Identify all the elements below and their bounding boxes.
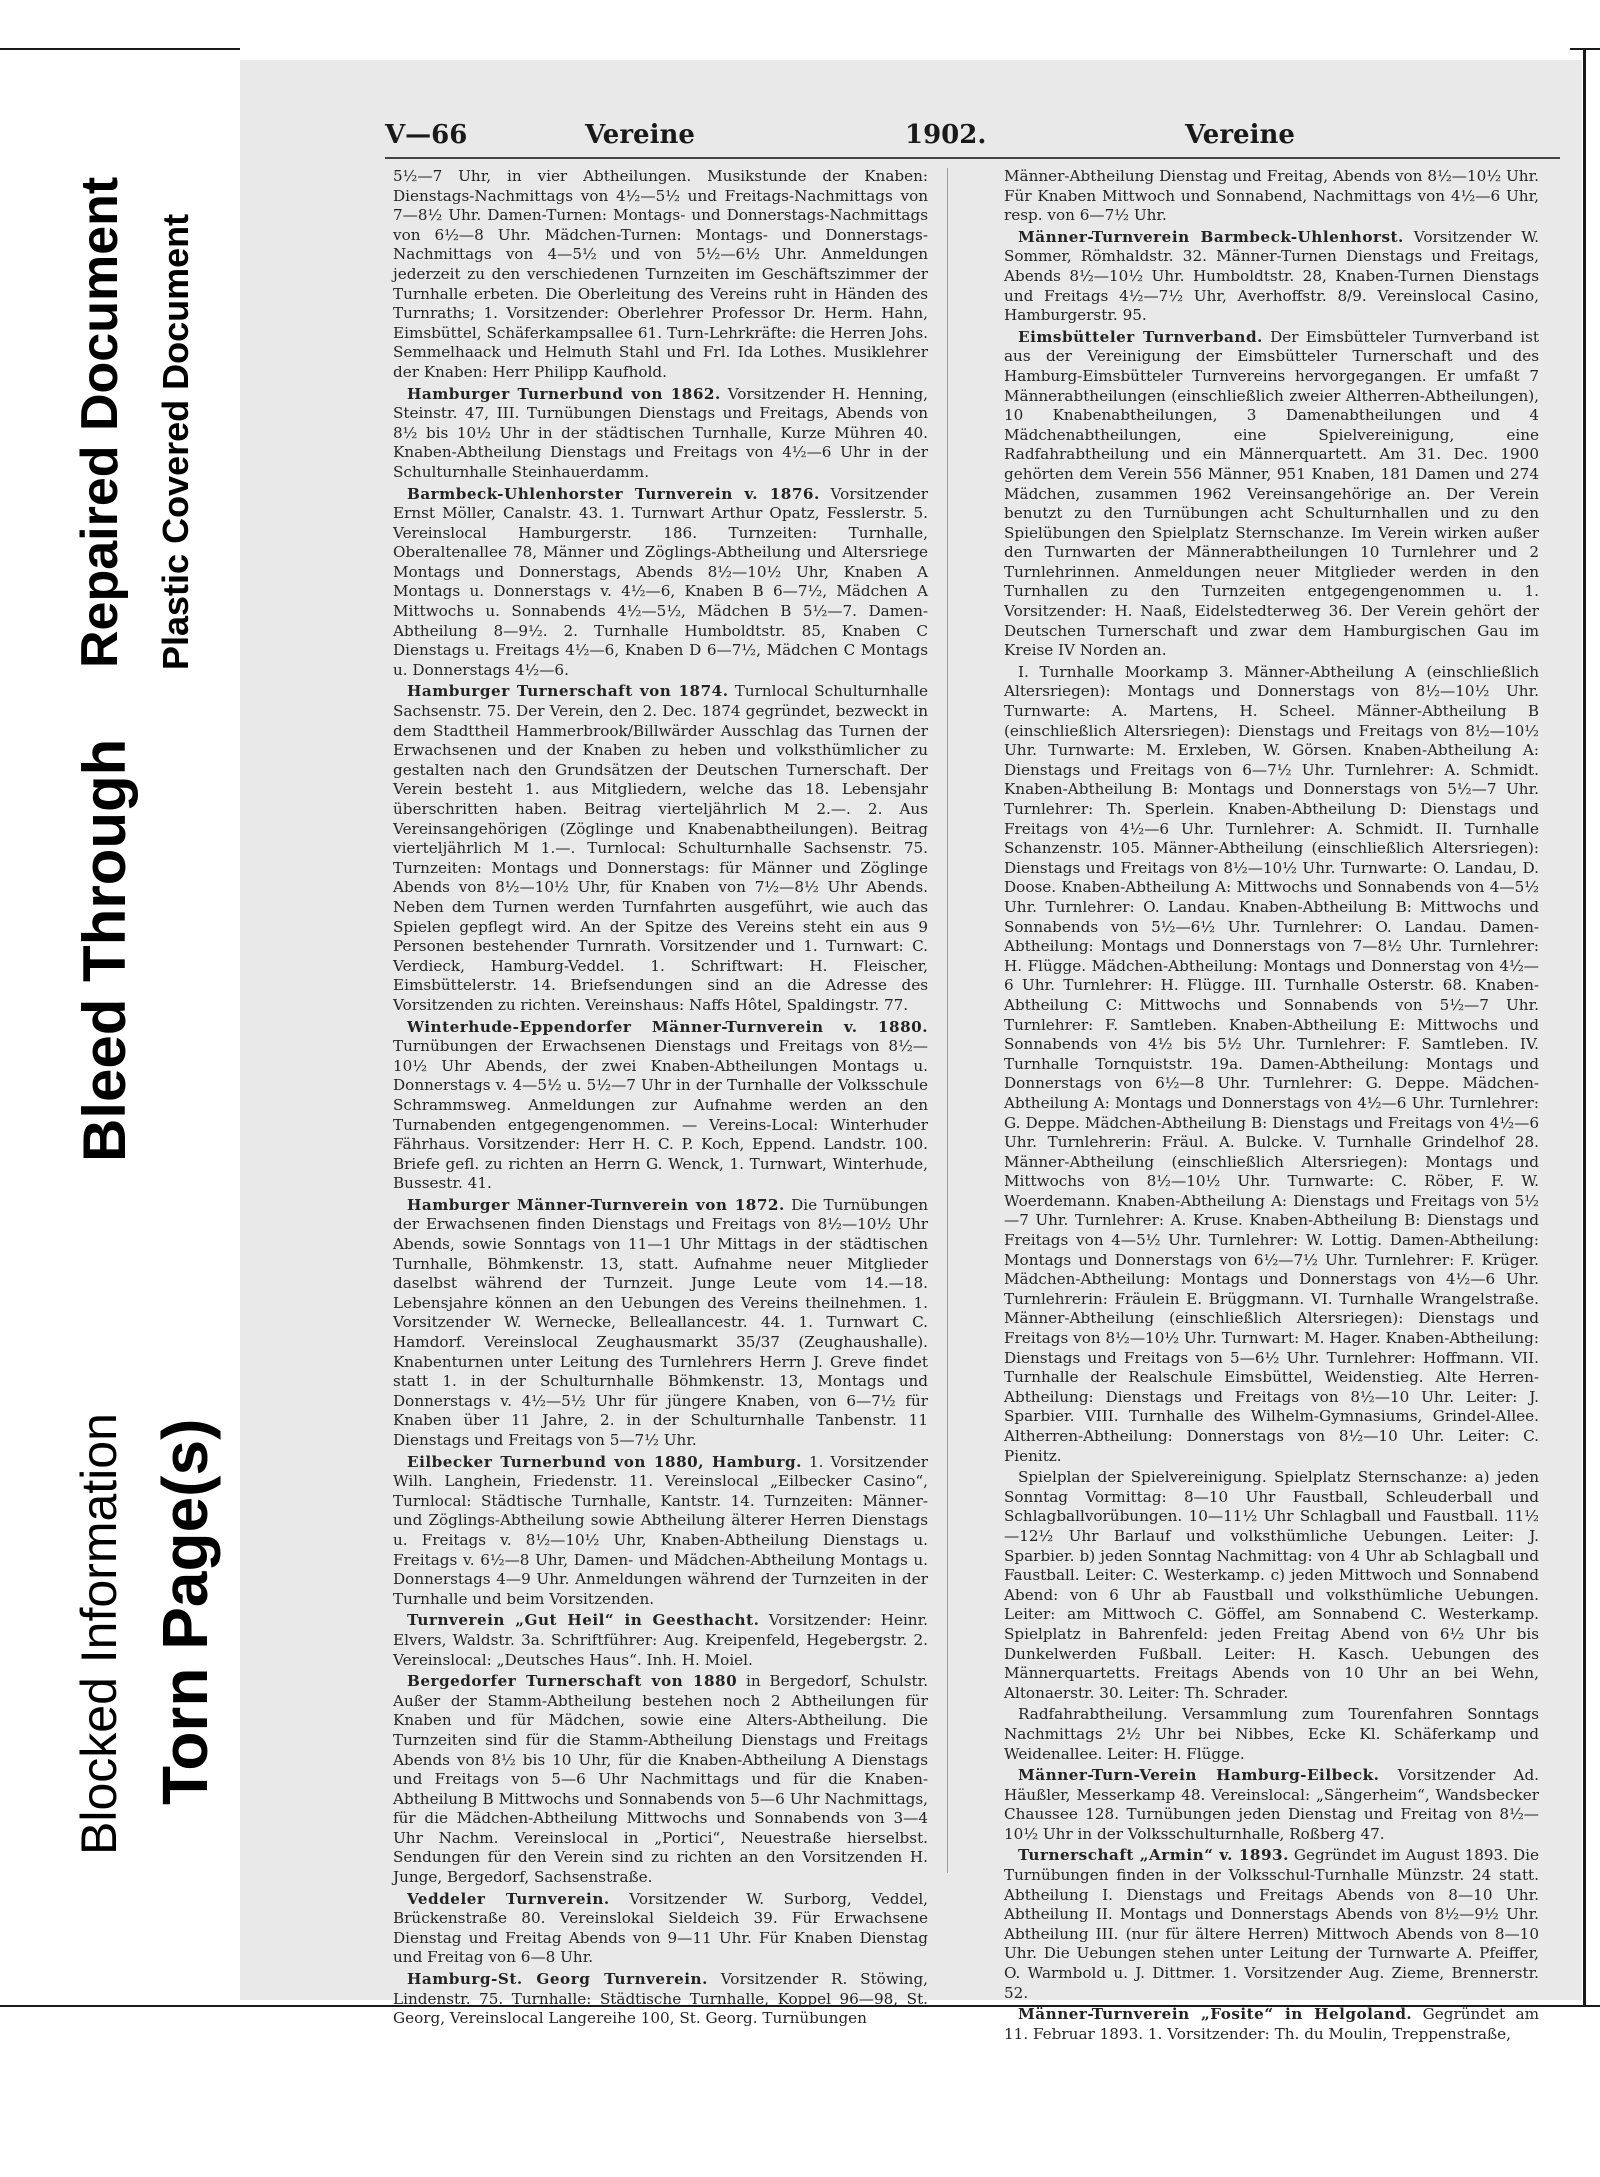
club-entry xyxy=(393,1196,928,1451)
club-entry xyxy=(1004,328,1539,661)
club-details: Vorsitzender Ad. Häußler, Messerkamp 48. Vereinslocal: „Sängerheim“, Wandsbecker Chaussee 128. Turnübungen jeden Dienstag und Freitag von 8½—10½ Uhr in der Volksschulturnhalle, Roßberg 47. xyxy=(1004,1766,1539,1843)
page-number: V—66 xyxy=(385,120,468,150)
club-entry xyxy=(393,485,928,681)
club-details: Radfahrabtheilung. Versammlung zum Tourenfahren Sonntags Nachmittags 2½ Uhr bei Nibbes, Ecke Kl. Schäferkamp und Weidenallee. Leiter: H. Flügge. xyxy=(1004,1705,1539,1763)
club-name: Bergedorfer Turnerschaft von 1880 xyxy=(407,1672,738,1691)
club-entry xyxy=(393,1611,928,1670)
club-entry xyxy=(1004,1846,1539,2003)
club-details: Turnübungen der Erwachsenen Dienstags und Freitags von 8½—10½ Uhr Abends, der zwei Knaben-Abtheilungen Montags u. Donnerstags v. 4—5½ u. 5½—7 Uhr in der Turnhalle der Volksschule Schrammsweg. Anmeldungen zur Aufnahme werden an den Turnabenden entgegengenommen. — Vereins-Local: Winterhuder Fährhaus. Vorsitzender: Herr H. C. P. Koch, Eppend. Landstr. 100. Briefe gefl. zu richten an Herrn G. Wenck, 1. Turnwart, Winterhude, Bussestr. 41. xyxy=(393,1037,928,1193)
club-details: Vorsitzender: Heinr. Elvers, Waldstr. 3a. Schriftführer: Aug. Kreipenfeld, Hegebergstr. 2. Vereinslocal: „Deutsches Haus“. Inh. H. Moiel. xyxy=(393,1611,928,1669)
torn-pages-label: Torn Page(s) xyxy=(149,1418,221,1805)
club-entry xyxy=(1004,2005,1539,2044)
club-name: Turnverein „Gut Heil“ in Geesthacht. xyxy=(407,1611,760,1630)
club-details: Männer-Abtheilung Dienstag und Freitag, Abends von 8½—10½ Uhr. Für Knaben Mittwoch und Sonnabend, Nachmittags von 4½—6 Uhr, resp. von 6—7½ Uhr. xyxy=(1004,167,1539,225)
blocked-information-label: Blocked Information xyxy=(71,1413,127,1855)
club-details: Gegründet am 11. Februar 1893. 1. Vorsitzender: Th. du Moulin, Treppenstraße, xyxy=(1004,2005,1540,2043)
club-name: Männer-Turnverein Barmbeck-Uhlenhorst. xyxy=(1018,227,1404,246)
header-rule xyxy=(385,157,1560,159)
club-name: Hamburger Männer-Turnverein von 1872. xyxy=(407,1195,785,1214)
section-title-right: Vereine xyxy=(1185,120,1295,150)
column-divider xyxy=(947,168,948,1873)
club-entry xyxy=(1004,228,1539,326)
club-details: 1. Vorsitzender Wilh. Langhein, Friedenstr. 11. Vereinslocal „Eilbecker Casino“, Turnlocal: Städtische Turnhalle, Kantstr. 14. Turnzeiten: Männer- und Zöglings-Abtheilung sowie Abtheilung älterer Herren Dienstags u. Freitags v. 8½—10½ Uhr, Knaben-Abtheilung Dienstags u. Freitags v. 6½—8 Uhr, Damen- und Mädchen-Abtheilung Montags u. Donnerstags 4—9 Uhr. Anmeldungen während der Turnzeiten in der Turnhalle und beim Vorsitzenden. xyxy=(393,1452,928,1608)
club-entry xyxy=(1004,1766,1539,1844)
running-header xyxy=(385,120,1565,160)
club-entry xyxy=(393,1970,928,2029)
frame-top-line xyxy=(0,48,240,50)
club-entry xyxy=(393,1453,928,1610)
club-name: Hamburger Turnerbund von 1862. xyxy=(407,384,721,403)
club-name: Eimsbütteler Turnverband. xyxy=(1018,327,1263,346)
club-name: Eilbecker Turnerbund von 1880, Hamburg. xyxy=(407,1452,802,1471)
right-column xyxy=(1004,165,1539,2044)
club-details: in Bergedorf, Schulstr. Außer der Stamm-Abtheilung bestehen noch 2 Abtheilungen für Knaben und für Mädchen, sowie eine Alters-Abtheilung. Die Turnzeiten sind für die Stamm-Abtheilung Dienstags und Freitags Abends von 8½ bis 10 Uhr, für die Knaben-Abtheilung A Dienstags und Freitags von 5—6 Uhr Nachmittags und für die Knaben-Abtheilung B Mittwochs und Sonnabends von 5—6 Uhr Nachmittags, für die Mädchen-Abtheilung Mittwochs und Sonnabends von 3—4 Uhr Nachm. Vereinslocal in „Portici“, Neuestraße hierselbst. Sendungen für den Verein sind zu richten an den Vorsitzenden H. Junge, Bergedorf, Sachsenstraße. xyxy=(393,1672,929,1887)
club-entry xyxy=(1004,1705,1539,1764)
club-details: Vorsitzender R. Stöwing, Lindenstr. 75. Turnhalle: Städtische Turnhalle, Koppel 96—98, St. Georg, Vereinslocal Langereihe 100, St. Georg. Turnübungen xyxy=(393,1970,929,2028)
club-details: Gegründet im August 1893. Die Turnübungen finden in der Volksschul-Turnhalle Münzstr. 24 statt. Abtheilung I. Dienstags und Freitags Abends von 8—10 Uhr. Abtheilung II. Montags und Donnerstags Abends von 8½—9½ Uhr. Abtheilung III. (nur für ältere Herren) Mittwoch Abends von 8—10 Uhr. Die Uebungen stehen unter Leitung der Turnwarte A. Pfeiffer, O. Warmbold u. J. Dittmer. 1. Vorsitzender Aug. Zieme, Brennerstr. 52. xyxy=(1004,1846,1540,2002)
club-details: Vorsitzender W. Surborg, Veddel, Brückenstraße 80. Vereinslokal Sieldeich 39. Für Erwachsene Dienstag und Freitag Abends von 9—11 Uhr. Für Knaben Dienstag und Freitag von 6—8 Uhr. xyxy=(393,1889,929,1967)
club-details: Vorsitzender Ernst Möller, Canalstr. 43. 1. Turnwart Arthur Opatz, Fesslerstr. 5. Vereinslocal Hamburgerstr. 186. Turnzeiten: Turnhalle, Oberaltenallee 78, Männer und Zöglings-Abtheilung und Altersriege Montags und Donnerstags, Abends 8½—10½ Uhr, Knaben A Montags u. Donnerstags v. 4½—6, Knaben B 6—7½, Mädchen A Mittwochs u. Sonnabends 4½—5½, Mädchen B 5½—7. Damen-Abtheilung 8—9½. 2. Turnhalle Humboldtstr. 85, Knaben C Dienstags u. Freitags 4½—6, Knaben D 6—7½, Mädchen C Montags u. Donnerstags 4½—6. xyxy=(393,484,928,679)
plastic-covered-label: Plastic Covered Document xyxy=(155,213,196,670)
club-entry xyxy=(1004,1468,1539,1703)
left-column xyxy=(393,165,928,2029)
club-details: Turnlocal Schulturnhalle Sachsenstr. 75. Der Verein, den 2. Dec. 1874 gegründet, bezweckt in dem Stadttheil Hammerbrook/Billwärder Ausschlag das Turnen der Erwachsenen und der Knaben zu heben und volksthümlicher zu gestalten nach den Grundsätzen der Deutschen Turnerschaft. Der Verein besteht 1. aus Mitgliedern, welche das 18. Lebensjahr überschritten haben. Beitrag vierteljährlich M 2.—. 2. Aus Vereinsangehörigen (Zöglinge und Knabenabtheilungen). Beitrag vierteljährlich M 1.—. Turnlocal: Schulturnhalle Sachsenstr. 75. Turnzeiten: Montags und Donnerstags: für Männer und Zöglinge Abends von 8½—10½ Uhr, für Knaben von 7½—8½ Uhr Abends. Neben dem Turnen werden Turnfahrten ausgeführt, wie auch das Spielen gepflegt wird. An der Spitze des Vereins steht ein aus 9 Personen bestehender Turnrath. Vorsitzender und 1. Turnwart: C. Verdieck, Hamburg-Veddel. 1. Schriftwart: H. Fleischer, Eimsbüttelerstr. 14. Briefsendungen sind an die Adresse des Vorsitzenden zu richten. Vereinshaus: Naffs Hôtel, Spaldingstr. 77. xyxy=(393,682,929,1014)
section-title-left: Vereine xyxy=(585,120,695,150)
club-details: Der Eimsbütteler Turnverband ist aus der Vereinigung der Eimsbütteler Turnerschaft und des Hamburg-Eimsbütteler Turnvereins hervorgegangen. Er umfaßt 7 Männerabtheilungen (einschließlich zweier Altherren-Abtheilungen), 10 Knabenabtheilungen, 3 Damenabtheilungen und 4 Mädchenabtheilungen, eine Spielvereinigung, eine Radfahrabtheilung und ein Männerquartett. Am 31. Dec. 1900 gehörten dem Verein 556 Männer, 951 Knaben, 181 Damen und 274 Mädchen, zusammen 1962 Vereinsangehörige an. Der Verein benutzt zu den Turnübungen acht Schulturnhallen und zu den Spielübungen den Spielplatz Sternschanze. Im Verein wirken außer den Turnwarten der Männerabtheilungen 10 Turnlehrer und 2 Turnlehrinnen. Anmeldungen neuer Mitglieder werden in den Turnhallen zu den Turnzeiten entgegengenommen u. 1. Vorsitzender: H. Naaß, Eidelstedterweg 36. Der Verein gehört der Deutschen Turnerschaft und zwar dem Hamburgischen Gau im Kreise IV Norden an. xyxy=(1004,327,1540,660)
club-details: Vorsitzender W. Sommer, Römhaldstr. 32. Männer-Turnen Dienstags und Freitags, Abends 8½—10½ Uhr. Humboldtstr. 28, Knaben-Turnen Dienstags und Freitags 4½—7½ Uhr, Averhoffstr. 8/9. Vereinslocal Casino, Hamburgerstr. 95. xyxy=(1004,227,1539,325)
year: 1902. xyxy=(905,120,987,150)
bleed-through-label: Bleed Through xyxy=(71,738,138,1162)
club-details: 5½—7 Uhr, in vier Abtheilungen. Musikstunde der Knaben: Dienstags-Nachmittags von 4½—5½ und Freitags-Nachmittags von 7—8½ Uhr. Damen-Turnen: Montags- und Donnerstags-Nachmittags von 6½—8 Uhr. Mädchen-Turnen: Montags- und Donnerstags-Nachmittags von 4—5½ und von 5½—6½ Uhr. Anmeldungen jederzeit zu den verschiedenen Turnzeiten im Geschäftszimmer der Turnhalle erbeten. Die Oberleitung des Vereins ruht in Händen des Turnraths; 1. Vorsitzender: Oberlehrer Professor Dr. Herm. Hahn, Eimsbüttel, Schäferkampsallee 61. Turn-Lehrkräfte: die Herren Johs. Semmelhaack und Helmuth Stahl und Frl. Ida Lothes. Musiklehrer der Knaben: Herr Philipp Kaufhold. xyxy=(393,167,928,381)
club-details: I. Turnhalle Moorkamp 3. Männer-Abtheilung A (einschließlich Altersriegen): Montags und Donnerstags von 8½—10½ Uhr. Turnwarte: A. Martens, H. Scheel. Männer-Abtheilung B (einschließlich Altersriegen): Dienstags und Freitags von 8½—10½ Uhr. Turnwarte: M. Erxleben, W. Görsen. Knaben-Abtheilung A: Dienstags und Freitags von 6—7½ Uhr. Turnlehrer: A. Schmidt. Knaben-Abtheilung B: Montags und Donnerstags von 5½—7 Uhr. Turnlehrer: Th. Sperlein. Knaben-Abtheilung D: Dienstags und Freitags von 4½—6 Uhr. Turnlehrer: A. Schmidt. II. Turnhalle Schanzenstr. 105. Männer-Abtheilung (einschließlich Altersriegen): Dienstags und Freitags von 8½—10½ Uhr. Turnwarte: O. Landau, D. Doose. Knaben-Abtheilung A: Mittwochs und Sonnabends von 4—5½ Uhr. Turnlehrer: O. Landau. Knaben-Abtheilung B: Mittwochs und Sonnabends von 5½—6½ Uhr. Turnlehrer: O. Landau. Damen-Abtheilung: Montags und Donnerstags von 7—8½ Uhr. Turnlehrer: H. Flügge. Mädchen-Abtheilung: Montags und Donnerstag von 4½—6 Uhr. Turnlehrer: H. Flügge. III. Turnhalle Osterstr. 68. Knaben-Abtheilung C: Mittwochs und Sonnabends von 5½—7 Uhr. Turnlehrer: F. Samtleben. Knaben-Abtheilung E: Mittwochs und Sonnabends von 4½ bis 5½ Uhr. Turnlehrer: F. Samtleben. IV. Turnhalle Tornquiststr. 19a. Damen-Abtheilung: Montags und Donnerstags von 6½—8 Uhr. Turnlehrer: G. Deppe. Mädchen-Abtheilung A: Montags und Donnerstags von 4½—6 Uhr. Turnlehrer: G. Deppe. Mädchen-Abtheilung B: Dienstags und Freitags von 4½—6 Uhr. Turnlehrerin: Fräul. A. Bulcke. V. Turnhalle Grindelhof 28. Männer-Abtheilung (einschließlich Altersriegen): Montags und Mittwochs von 8½—10½ Uhr. Turnwarte: C. Röber, F. W. Woerdemann. Knaben-Abtheilung A: Dienstags und Freitags von 5½—7 Uhr. Turnlehrer: A. Kruse. Knaben-Abtheilung B: Dienstags und Freitags von 4—5½ Uhr. Turnlehrer: W. Lottig. Damen-Abtheilung: Montags und Donnerstags von 6½—7½ Uhr. Turnlehrer: F. Krüger. Mädchen-Abtheilung: Montags und Donnerstags von 4½—6 Uhr. Turnlehrerin: Fräulein E. Brüggmann. VI. Turnhalle Wrangelstraße. Männer-Abtheilung (einschließlich Altersriegen): Dienstags und Freitags von 8½—10½ Uhr. Turnwart: M. Hager. Knaben-Abtheilung: Dienstags und Freitags von 5—6½ Uhr. Turnlehrer: Hoffmann. VII. Turnhalle der Realschule Eimsbüttel, Weidenstieg. Alte Herren-Abtheilung: Dienstags und Freitags von 8½—10 Uhr. Leiter: J. Sparbier. VIII. Turnhalle des Wilhelm-Gymnasiums, Grindel-Allee. Altherren-Abtheilung: Donnerstags von 8½—10 Uhr. Leiter: C. Pienitz. xyxy=(1004,662,1540,1465)
club-name: Veddeler Turnverein. xyxy=(407,1889,610,1908)
club-details: Spielplan der Spielvereinigung. Spielplatz Sternschanze: a) jeden Sonntag Vormittag: 8—10 Uhr Faustball, Schleuderball und Schlagballvorübungen. 10—11½ Uhr Schlagball und Faustball. 11½—12½ Uhr Barlauf und volksthümliche Uebungen. Leiter: J. Sparbier. b) jeden Sonntag Nachmittag: von 4 Uhr ab Schlagball und Faustball. Leiter: C. Westerkamp. c) jeden Mittwoch und Sonnabend Abend: von 6 Uhr ab Faustball und volksthümliche Uebungen. Leiter: am Mittwoch C. Göffel, am Sonnabend C. Westerkamp. Spielplatz in Bahrenfeld: jeden Freitag Abend von 6½ Uhr bis Dunkelwerden Fußball. Leiter: H. Kasch. Uebungen des Männerquartetts. Freitags Abends von 10 Uhr an bei Wehn, Altonaerstr. 30. Leiter: Th. Schrader. xyxy=(1004,1468,1539,1702)
club-entry xyxy=(1004,167,1539,226)
club-entry xyxy=(393,1890,928,1968)
club-entry xyxy=(393,1672,928,1888)
club-name: Barmbeck-Uhlenhorster Turnverein v. 1876. xyxy=(407,484,820,503)
club-entry xyxy=(393,1018,928,1194)
club-details: Vorsitzender H. Henning, Steinstr. 47, III. Turnübungen Dienstags und Freitags, Abends von 8½ bis 10½ Uhr in der städtischen Turnhalle, Kurze Mühren 40. Knaben-Abtheilung Dienstags und Freitags von 4½—6 Uhr in der Schulturnhalle Steinhauerdamm. xyxy=(393,384,928,481)
club-name: Männer-Turnverein „Fosite“ in Helgoland. xyxy=(1018,2005,1413,2024)
repaired-document-label: Repaired Document xyxy=(71,176,129,668)
club-details: Die Turnübungen der Erwachsenen finden Dienstags und Freitags von 8½—10½ Uhr Abends, sowie Sonntags von 11—1 Uhr Mittags in der städtischen Turnhalle, Böhmkenstr. 13, statt. Aufnahme neuer Mitglieder daselbst während der Turnzeit. Junge Leute vom 14.—18. Lebensjahre können an den Uebungen des Vereins theilnehmen. 1. Vorsitzender W. Wernecke, Belleallancestr. 44. 1. Turnwart C. Hamdorf. Vereinslocal Zeughausmarkt 35/37 (Zeughaushalle). Knabenturnen unter Leitung des Turnlehrers Herrn J. Greve findet statt 1. in der Schulturnhalle Böhmkenstr. 13, Montags und Donnerstags v. 4½—5½ Uhr für jüngere Knaben, von 6—7½ für Knaben über 11 Jahre, 2. in der Schulturnhalle Tanbenstr. 11 Dienstags und Freitags von 5—7½ Uhr. xyxy=(393,1195,928,1449)
club-name: Hamburger Turnerschaft von 1874. xyxy=(407,682,729,701)
frame-right-edge xyxy=(1583,48,1586,2006)
club-name: Winterhude-Eppendorfer Männer-Turnverein v. 1880. xyxy=(407,1017,928,1036)
club-name: Hamburg-St. Georg Turnverein. xyxy=(407,1970,708,1989)
club-entry xyxy=(1004,663,1539,1466)
club-entry xyxy=(393,167,928,383)
club-name: Männer-Turn-Verein Hamburg-Eilbeck. xyxy=(1018,1766,1380,1785)
club-entry xyxy=(393,385,928,483)
club-name: Turnerschaft „Armin“ v. 1893. xyxy=(1018,1846,1289,1865)
club-entry xyxy=(393,682,928,1015)
